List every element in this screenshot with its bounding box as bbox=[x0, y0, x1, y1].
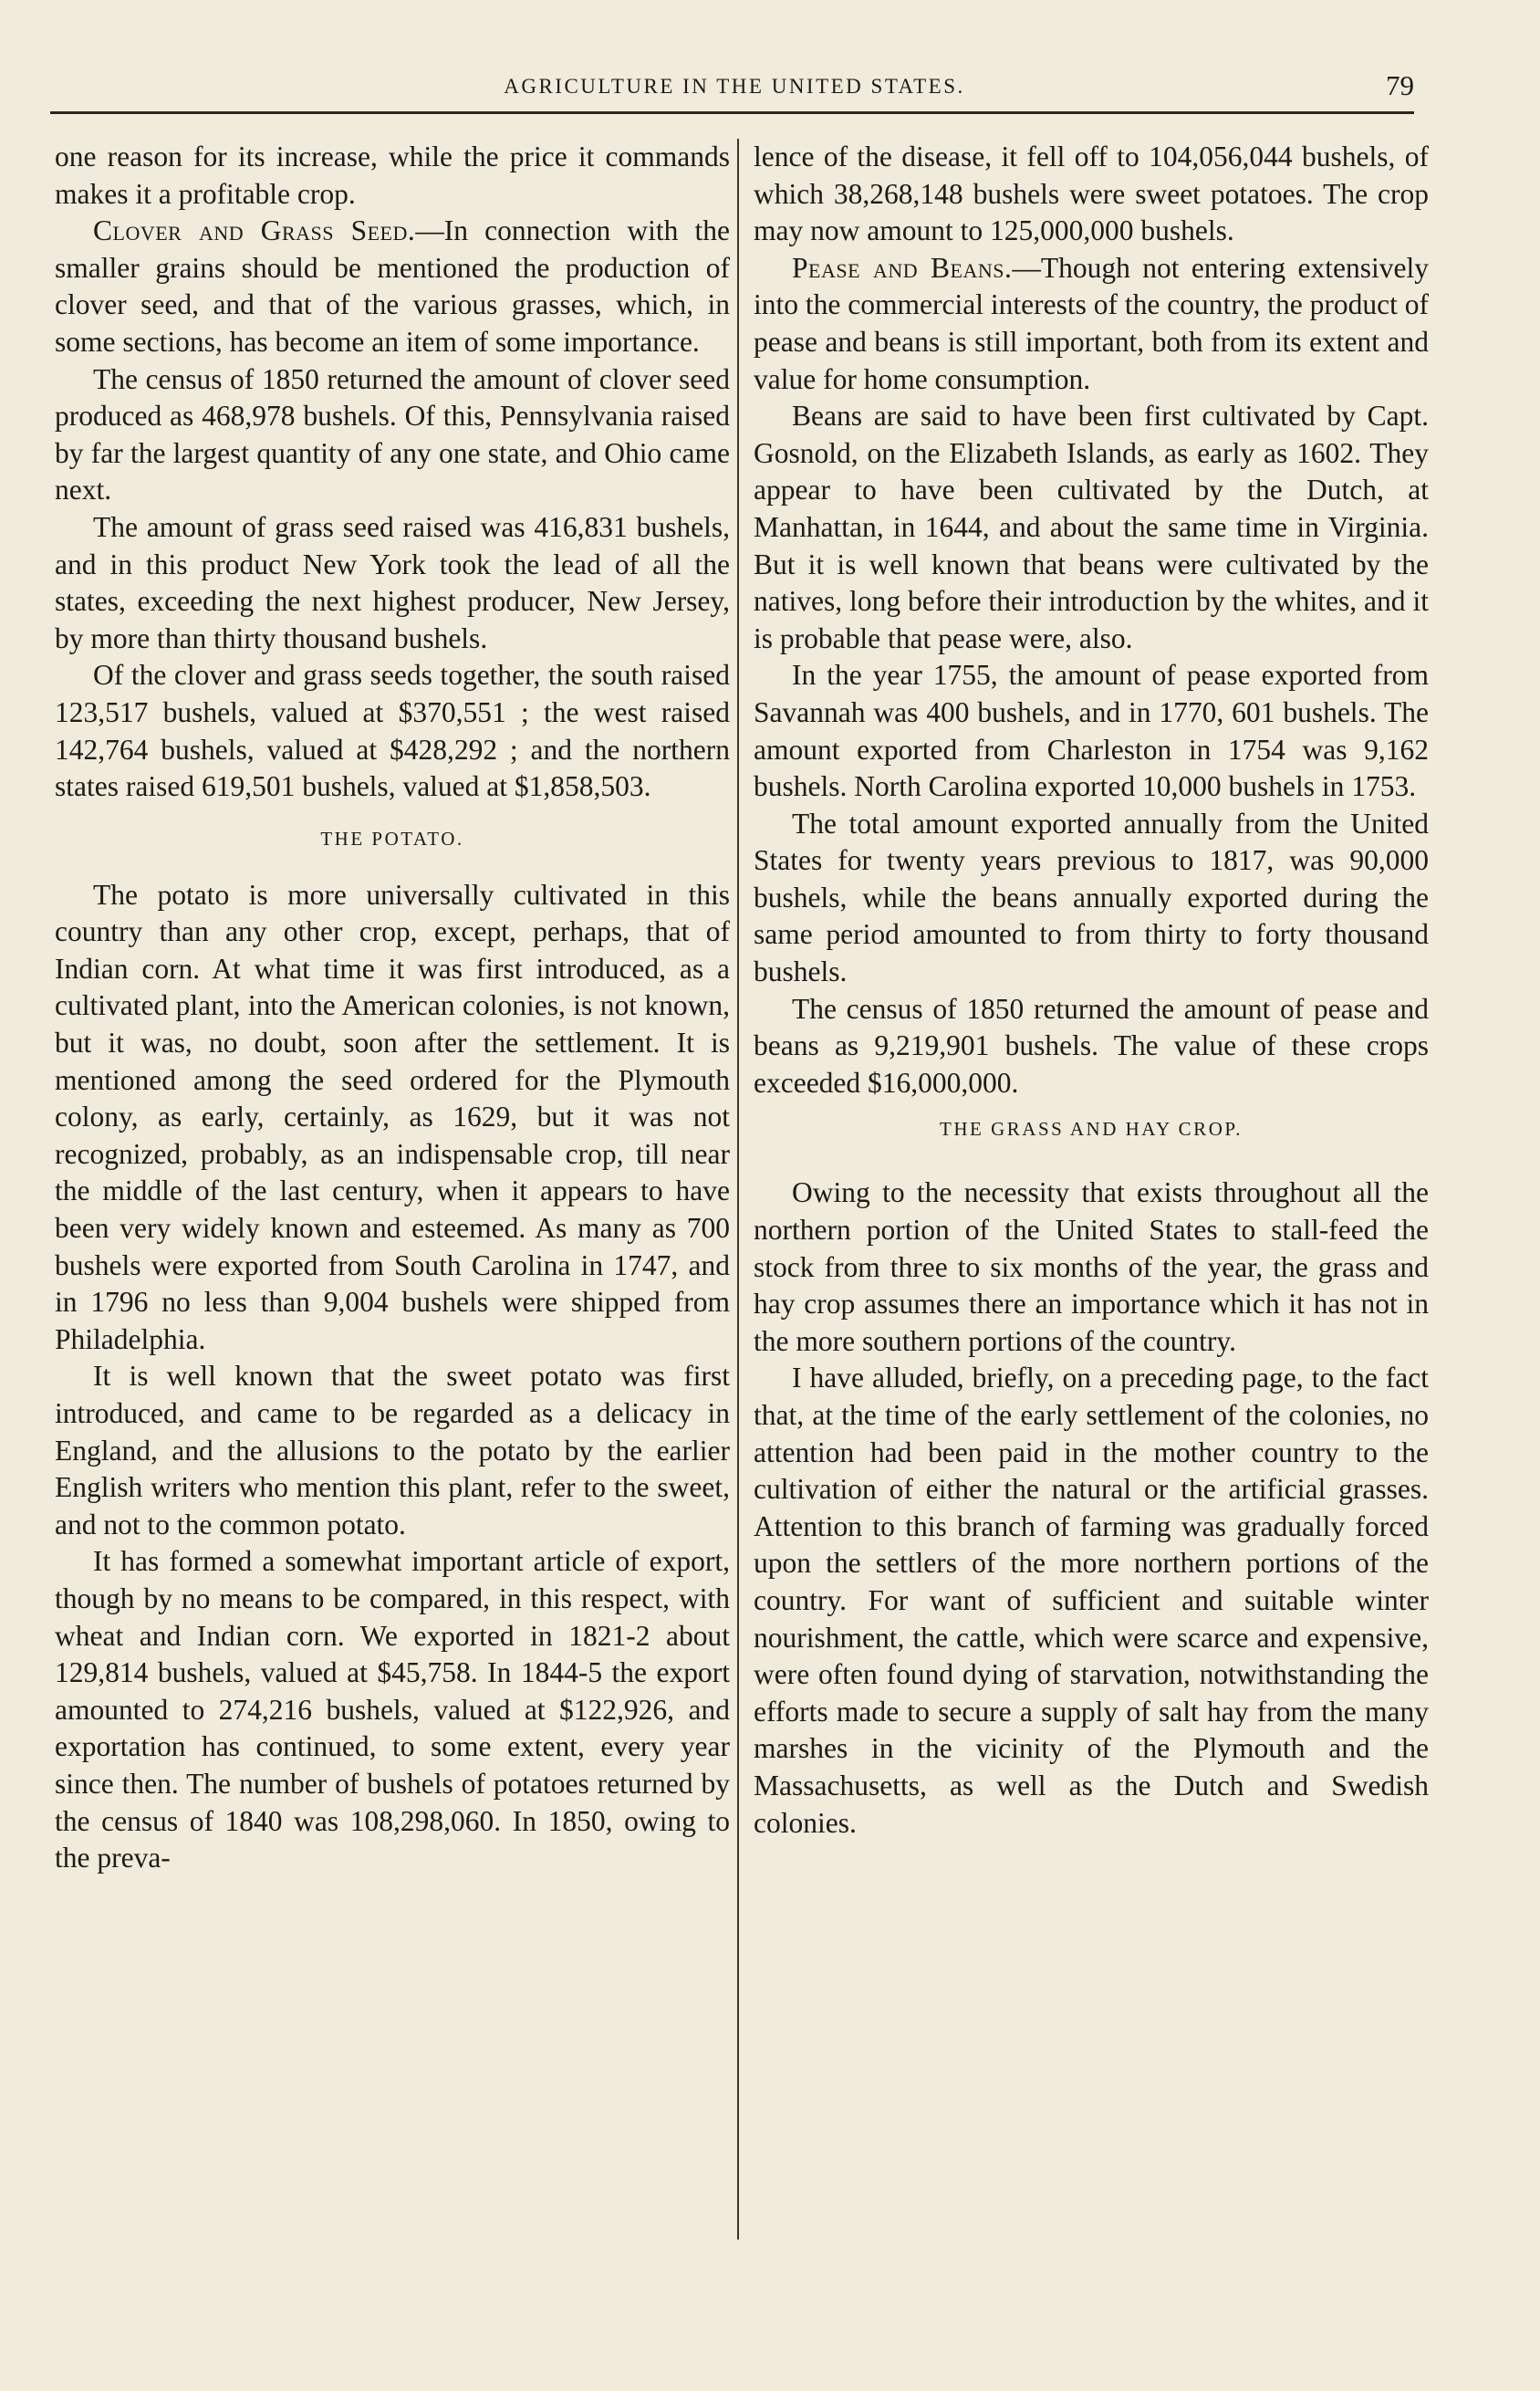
paragraph: lence of the disease, it fell off to 104,056,044 bushels, of which 38,268,148 bushels were sweet potatoes. The crop may now amount to 125,000,000 bushels. bbox=[754, 141, 1429, 247]
right-column bbox=[754, 139, 1429, 1842]
paragraph: The potato is more universally cultivated in this country than any other crop, except, perhaps, that of Indian corn. At what time it was first introduced, as a cultivated plant, into the American colonies, is not known, but it was, no doubt, soon after the settlement. It is mentioned among the seed ordered for the Plymouth colony, as early, certainly, as 1629, but it was not recognized, probably, as an indispensable crop, till near the middle of the last century, when it appears to have been very widely known and esteemed. As many as 700 bushels were exported from South Carolina in 1747, and in 1796 no less than 9,004 bushels were shipped from Philadelphia. bbox=[55, 878, 730, 1355]
paragraph: The total amount exported annually from the United States for twenty years previous to 1817, was 90,000 bushels, while the beans annually exported during the same period amounted to from thirty to forty thousand bushels. bbox=[754, 807, 1429, 988]
section-heading-potato: THE POTATO. bbox=[320, 827, 464, 850]
paragraph: The census of 1850 returned the amount of clover seed produced as 468,978 bushels. Of this, Pennsylvania raised by far the largest quantity of any one state, and Ohio came next. bbox=[55, 362, 730, 506]
section-heading-grass-hay: THE GRASS AND HAY CROP. bbox=[940, 1118, 1243, 1141]
paragraph: The amount of grass seed raised was 416,831 bushels, and in this product New York took the lead of all the states, exceeding the next highest producer, New Jersey, by more than thirty thousand bushels. bbox=[55, 510, 730, 654]
paragraph: Beans are said to have been first cultivated by Capt. Gosnold, on the Elizabeth Islands, as early as 1602. They appear to have been cultivated by the Dutch, at Manhattan, in 1644, and about the same time in Virginia. But it is well known that beans were cultivated by the natives, long before their introduction by the whites, and it is probable that pease were, also. bbox=[754, 400, 1429, 654]
running-head bbox=[55, 69, 1414, 106]
paragraph-text: —In connection with the smaller grains should be mentioned the production of clover seed, and that of the various grasses, which, in some sections, has become an item of some importance. bbox=[55, 214, 730, 358]
paragraph: It has formed a somewhat important article of export, though by no means to be compared, in this respect, with wheat and Indian corn. We exported in 1821-2 about 129,814 bushels, valued at $45,758. In 1844-5 the export amounted to 274,216 bushels, valued at $122,926, and exportation has continued, to some extent, every year since then. The number of bushels of potatoes returned by the census of 1840 was 108,298,060. In 1850, owing to the preva- bbox=[55, 1545, 730, 1874]
paragraph: Of the clover and grass seeds together, the south raised 123,517 bushels, valued at $370,551 ; the west raised 142,764 bushels, valued at $428,292 ; and the northern states raised 619,501 bushels, valued at $1,858,503. bbox=[55, 659, 730, 803]
paragraph-text: —Though not entering extensively into the commercial interests of the country, the product of pease and beans is still important, both from its extent and value for home consumption. bbox=[754, 251, 1429, 395]
column-divider bbox=[737, 139, 739, 2240]
paragraph: The census of 1850 returned the amount of pease and beans as 9,219,901 bushels. The value of these crops exceeded $16,000,000. bbox=[754, 992, 1429, 1099]
running-title: AGRICULTURE IN THE UNITED STATES. bbox=[504, 75, 965, 98]
page-number: 79 bbox=[1386, 69, 1414, 101]
paragraph: one reason for its increase, while the price it commands makes it a profitable crop. bbox=[55, 141, 730, 210]
paragraph: Owing to the necessity that exists throughout all the northern portion of the United States to stall-feed the stock from three to six months of the year, the grass and hay crop assumes there an importance which it has not in the more southern portions of the country. bbox=[754, 1176, 1429, 1357]
paragraph: In the year 1755, the amount of pease exported from Savannah was 400 bushels, and in 1770, 601 bushels. The amount exported from Charleston in 1754 was 9,162 bushels. North Carolina exported 10,000 bushels in 1753. bbox=[754, 659, 1429, 803]
run-in-heading: Clover and Grass Seed. bbox=[93, 214, 416, 247]
paragraph: It is well known that the sweet potato was first introduced, and came to be regarded as a delicacy in England, and the allusions to the potato by the earlier English writers who mention this plant, refer to the sweet, and not to the common potato. bbox=[55, 1360, 730, 1540]
header-rule bbox=[50, 111, 1414, 114]
left-column bbox=[55, 139, 730, 1877]
paragraph-clover-grass-seed bbox=[55, 213, 730, 360]
paragraph: I have alluded, briefly, on a preceding page, to the fact that, at the time of the early settlement of the colonies, no attention had been paid in the mother country to the cultivation of either the natural or the artificial grasses. Attention to this branch of farming was gradually forced upon the settlers of the more northern portions of the country. For want of sufficient and suitable winter nourishment, the cattle, which were scarce and expensive, were often found dying of starvation, notwithstanding the efforts made to secure a supply of salt hay from the many marshes in the vicinity of the Plymouth and the Massachusetts, as well as the Dutch and Swedish colonies. bbox=[754, 1362, 1429, 1839]
paragraph-pease-beans bbox=[754, 250, 1429, 398]
run-in-heading: Pease and Beans. bbox=[792, 251, 1013, 284]
